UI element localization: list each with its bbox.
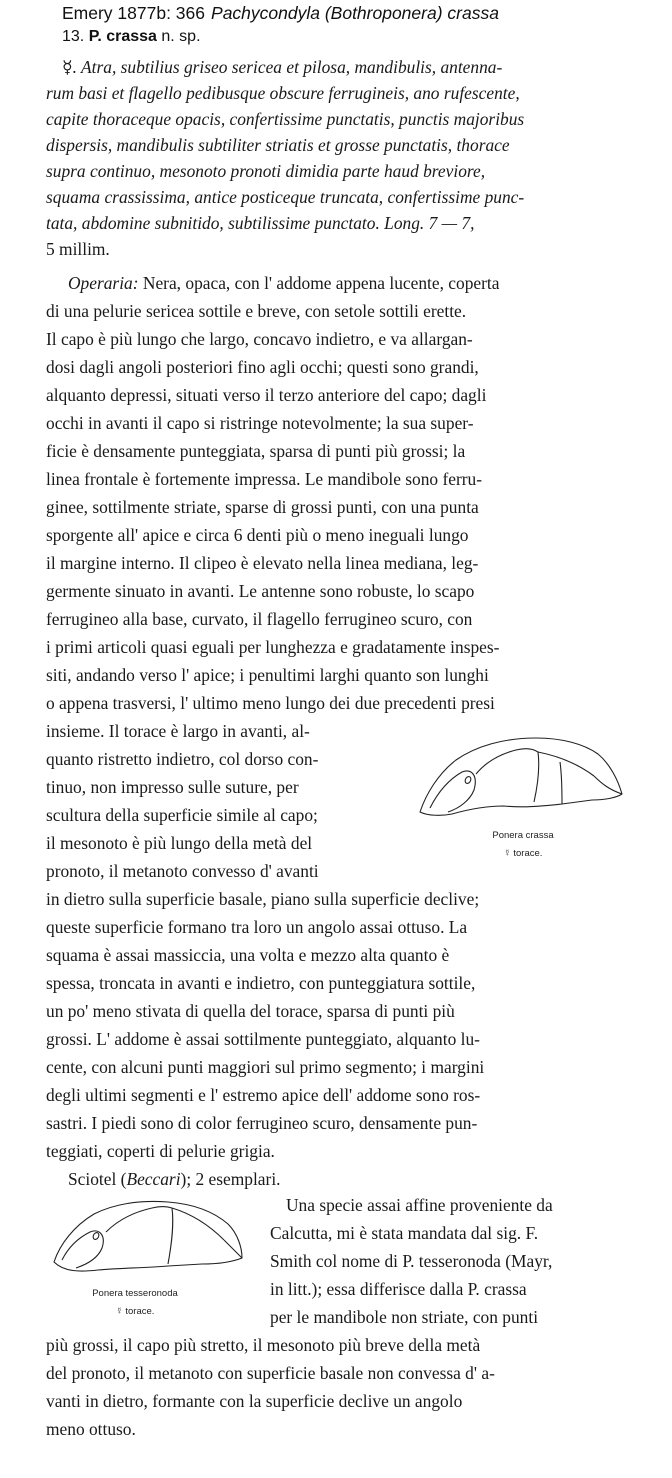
text-line: scultura della superficie simile al capo; [46, 805, 318, 825]
text-line: vanti in dietro, formante con la superficie declive un angolo [46, 1391, 463, 1411]
text-line: di una pelurie sericea sottile e breve, con setole sottili erette. [46, 301, 467, 321]
species-status: n. sp. [161, 28, 201, 45]
text-line: insieme. Il torace è largo in avanti, al- [46, 721, 310, 741]
text-line: il margine interno. Il clipeo è elevato nella linea mediana, leg- [46, 553, 479, 573]
text-line: squama crassissima, antice posticeque truncata, confertissime punc- [46, 187, 525, 207]
locality-place: Sciotel [68, 1169, 117, 1189]
text-line: pronoto, il metanoto convesso d' avanti [46, 861, 319, 881]
text-line: spessa, troncata in avanti e indietro, con punteggiatura sottile, [46, 973, 476, 993]
text-line: quanto ristretto indietro, col dorso con- [46, 749, 319, 769]
operaria-label: Operaria: [68, 273, 139, 293]
text-line: del pronoto, il metanoto con superficie basale non convessa d' a- [46, 1363, 495, 1383]
citation: Emery 1877b: 366 [62, 3, 206, 23]
text-line: Una specie assai affine proveniente da [286, 1195, 553, 1215]
text-line: ginee, sottilmente striate, sparse di grossi punti, con una punta [46, 497, 479, 517]
page-header [62, 3, 499, 24]
text-line: ☿. Atra, subtilius griseo sericea et pilosa, mandibulis, antenna- [62, 57, 503, 77]
text-line: linea frontale è fortemente impressa. Le mandibole sono ferru- [46, 469, 483, 489]
text-line: alquanto depressi, situati verso il terzo anteriore del capo; dagli [46, 385, 487, 405]
species-name: P. crassa [88, 28, 157, 45]
thorax-drawing [412, 734, 624, 816]
figure-1-caption-sub: ☿ torace. [503, 848, 543, 859]
species-title: Pachycondyla (Bothroponera) crassa [211, 3, 499, 23]
text-line: Operaria: Nera, opaca, con l' addome appena lucente, coperta [68, 273, 500, 293]
locality-collector: Beccari [126, 1169, 181, 1189]
text-line: in dietro sulla superficie basale, piano sulla superficie declive; [46, 889, 480, 909]
text-line: squama è assai massiccia, una volta e mezzo alta quanto è [46, 945, 450, 965]
text-line: queste superficie formano tra loro un angolo assai ottuso. La [46, 917, 468, 937]
text-line: 5 millim. [46, 239, 110, 259]
text-line: i primi articoli quasi eguali per lunghezza e gradatamente inspes- [46, 637, 500, 657]
figure-1-caption-name: Ponera crassa [492, 830, 554, 841]
text-line: sporgente all' apice e circa 6 denti più o meno ineguali lungo [46, 525, 469, 545]
text-line: degli ultimi segmenti e l' estremo apice dell' addome sono ros- [46, 1085, 481, 1105]
text-line: capite thoraceque opacis, confertissime punctatis, punctis majoribus [46, 109, 525, 129]
locality-specimens: ; 2 esemplari. [186, 1169, 281, 1189]
thorax-drawing [48, 1198, 244, 1276]
text-line: un po' meno stivata di quella del torace, sparsa di punti più [46, 1001, 455, 1021]
text-line: germente sinuato in avanti. Le antenne sono robuste, lo scapo [46, 581, 475, 601]
text-line: Smith col nome di P. tesseronoda (Mayr, [270, 1251, 553, 1271]
text-line: in litt.); essa differisce dalla P. crassa [270, 1279, 527, 1299]
text-line: dosi dagli angoli posteriori fino agli occhi; questi sono grandi, [46, 357, 479, 377]
figure-2-caption-name: Ponera tesseronoda [92, 1288, 178, 1299]
species-heading [62, 28, 201, 46]
text-line: ficie è densamente punteggiata, sparsa di punti più grossi; la [46, 441, 466, 461]
species-number: 13. [62, 28, 85, 45]
text-line: siti, andando verso l' apice; i penultimi larghi quanto son lunghi [46, 665, 489, 685]
text-line: Sciotel (Beccari); 2 esemplari. [68, 1169, 281, 1189]
text-line: rum basi et flagello pedibusque obscure ferrugineis, ano rufescente, [46, 83, 520, 103]
text-line: per le mandibole non striate, con punti [270, 1307, 539, 1327]
text-line: cente, con alcuni punti maggiori sul primo segmento; i margini [46, 1057, 485, 1077]
text-line: dispersis, mandibulis subtiliter striatis et grosse punctatis, thorace [46, 135, 510, 155]
text-line: teggiati, coperti di pelurie grigia. [46, 1141, 275, 1161]
text-line: occhi in avanti il capo si ristringe notevolmente; la sua super- [46, 413, 474, 433]
text-line: tata, abdomine subnitido, subtilissime punctato. Long. 7 — 7, [46, 213, 475, 233]
text-line: meno ottuso. [46, 1419, 136, 1439]
text-line: il mesonoto è più lungo della metà del [46, 833, 313, 853]
figure-ponera-tesseronoda-thorax [48, 1198, 244, 1276]
text-line: supra continuo, mesonoto pronoti dimidia parte haud breviore, [46, 161, 486, 181]
text-line: o appena trasversi, l' ultimo meno lungo dei due precedenti presi [46, 693, 495, 713]
figure-2-caption-sub: ☿ torace. [115, 1306, 155, 1317]
text-line: Calcutta, mi è stata mandata dal sig. F. [270, 1223, 539, 1243]
figure-ponera-crassa-thorax [412, 734, 624, 816]
text-line: ferrugineo alla base, curvato, il flagello ferrugineo scuro, con [46, 609, 473, 629]
text-line: Il capo è più lungo che largo, concavo indietro, e va allargan- [46, 329, 473, 349]
text-line: tinuo, non impresso sulle suture, per [46, 777, 299, 797]
text-line: più grossi, il capo più stretto, il mesonoto più breve della metà [46, 1335, 481, 1355]
text-line: grossi. L' addome è assai sottilmente punteggiato, alquanto lu- [46, 1029, 480, 1049]
text-line: sastri. I piedi sono di color ferrugineo scuro, densamente pun- [46, 1113, 478, 1133]
